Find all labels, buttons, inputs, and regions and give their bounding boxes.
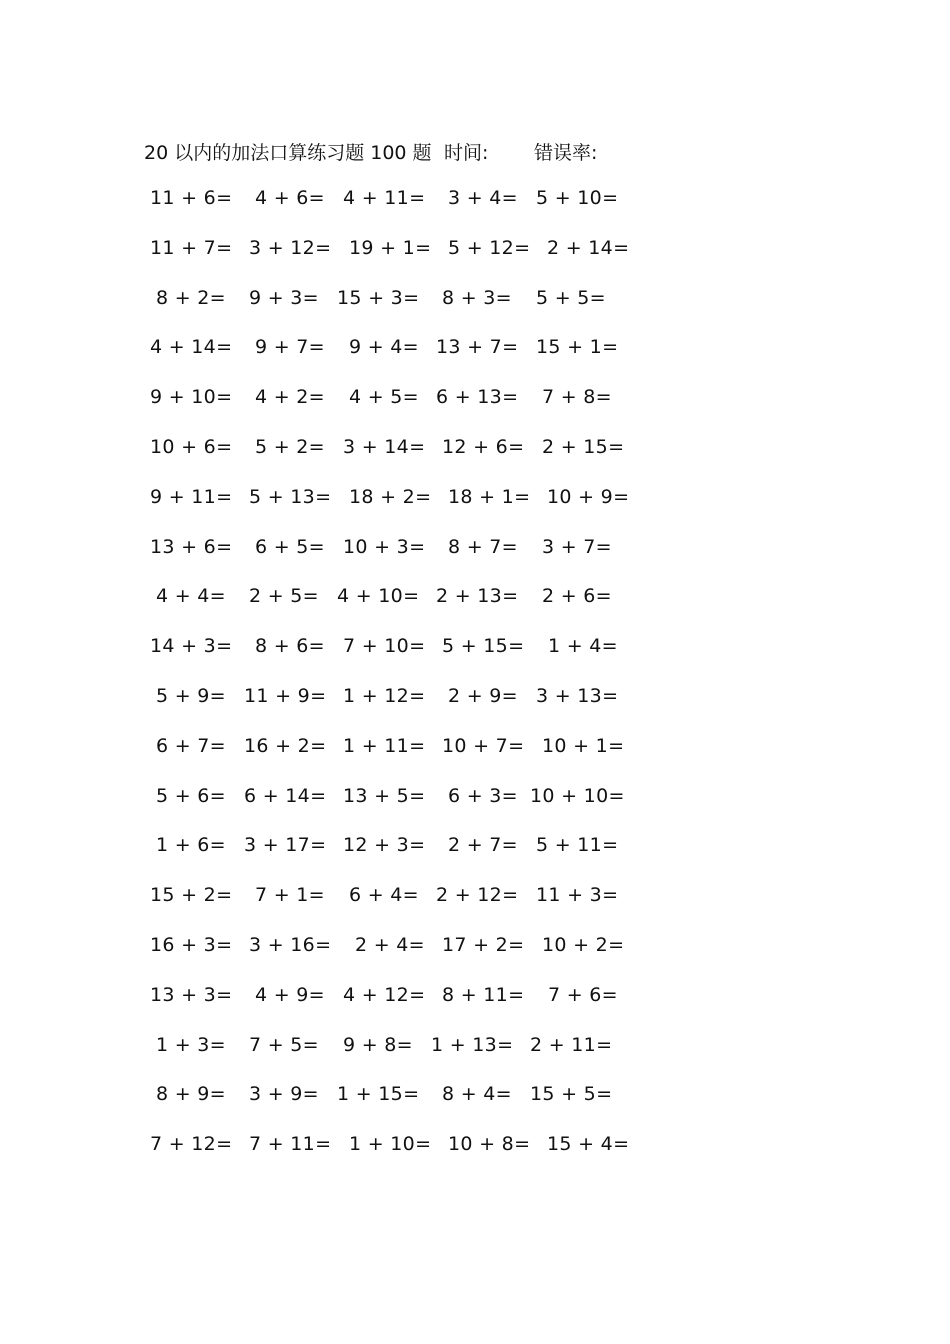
problem-cell: 8 + 6=: [255, 635, 325, 657]
problem-cell: 13 + 7=: [436, 336, 519, 358]
problem-cell: 10 + 6=: [150, 436, 233, 458]
problem-cell: 11 + 9=: [244, 685, 327, 707]
problem-cell: 5 + 5=: [536, 287, 606, 309]
problem-cell: 9 + 10=: [150, 386, 233, 408]
problem-cell: 8 + 2=: [156, 287, 226, 309]
worksheet-title: 20 以内的加法口算练习题 100 题: [144, 142, 432, 164]
problem-cell: 6 + 5=: [255, 536, 325, 558]
error-rate-label: 错误率:: [534, 142, 598, 164]
problem-cell: 2 + 11=: [530, 1034, 613, 1056]
problem-cell: 10 + 7=: [442, 735, 525, 757]
problem-cell: 9 + 11=: [150, 486, 233, 508]
problem-cell: 15 + 3=: [337, 287, 420, 309]
problem-cell: 15 + 2=: [150, 884, 233, 906]
problem-cell: 4 + 9=: [255, 984, 325, 1006]
problem-cell: 1 + 15=: [337, 1083, 420, 1105]
problem-cell: 3 + 7=: [542, 536, 612, 558]
problem-cell: 1 + 3=: [156, 1034, 226, 1056]
problem-cell: 3 + 17=: [244, 834, 327, 856]
problem-cell: 2 + 9=: [448, 685, 518, 707]
problem-cell: 12 + 3=: [343, 834, 426, 856]
problem-cell: 8 + 4=: [442, 1083, 512, 1105]
problem-cell: 1 + 4=: [548, 635, 618, 657]
problem-cell: 4 + 6=: [255, 187, 325, 209]
time-label: 时间:: [444, 142, 489, 164]
problem-cell: 13 + 6=: [150, 536, 233, 558]
problem-cell: 2 + 14=: [547, 237, 630, 259]
problem-cell: 11 + 6=: [150, 187, 233, 209]
problem-cell: 3 + 16=: [249, 934, 332, 956]
problem-cell: 6 + 4=: [349, 884, 419, 906]
problem-cell: 2 + 4=: [355, 934, 425, 956]
problem-cell: 2 + 5=: [249, 585, 319, 607]
problem-cell: 2 + 15=: [542, 436, 625, 458]
problem-cell: 18 + 1=: [448, 486, 531, 508]
problem-cell: 1 + 13=: [431, 1034, 514, 1056]
problem-cell: 5 + 9=: [156, 685, 226, 707]
problem-cell: 6 + 14=: [244, 785, 327, 807]
problem-cell: 6 + 7=: [156, 735, 226, 757]
problem-cell: 5 + 6=: [156, 785, 226, 807]
problem-cell: 4 + 5=: [349, 386, 419, 408]
problem-cell: 3 + 4=: [448, 187, 518, 209]
problem-cell: 9 + 3=: [249, 287, 319, 309]
problem-cell: 1 + 12=: [343, 685, 426, 707]
problem-cell: 5 + 15=: [442, 635, 525, 657]
problem-cell: 9 + 4=: [349, 336, 419, 358]
problem-cell: 2 + 7=: [448, 834, 518, 856]
problem-cell: 9 + 8=: [343, 1034, 413, 1056]
problem-cell: 1 + 11=: [343, 735, 426, 757]
problem-cell: 2 + 13=: [436, 585, 519, 607]
problem-cell: 3 + 9=: [249, 1083, 319, 1105]
problem-cell: 16 + 3=: [150, 934, 233, 956]
problem-cell: 15 + 5=: [530, 1083, 613, 1105]
problem-cell: 10 + 9=: [547, 486, 630, 508]
problem-cell: 1 + 6=: [156, 834, 226, 856]
problem-cell: 14 + 3=: [150, 635, 233, 657]
problem-cell: 6 + 3=: [448, 785, 518, 807]
problem-cell: 3 + 14=: [343, 436, 426, 458]
problem-cell: 1 + 10=: [349, 1133, 432, 1155]
problem-cell: 17 + 2=: [442, 934, 525, 956]
problem-cell: 7 + 10=: [343, 635, 426, 657]
problem-cell: 6 + 13=: [436, 386, 519, 408]
problem-cell: 5 + 11=: [536, 834, 619, 856]
problem-cell: 5 + 12=: [448, 237, 531, 259]
problem-cell: 10 + 1=: [542, 735, 625, 757]
problem-cell: 10 + 2=: [542, 934, 625, 956]
problem-cell: 2 + 6=: [542, 585, 612, 607]
problem-cell: 11 + 3=: [536, 884, 619, 906]
problem-cell: 3 + 13=: [536, 685, 619, 707]
problem-cell: 8 + 7=: [448, 536, 518, 558]
problem-cell: 11 + 7=: [150, 237, 233, 259]
problem-cell: 7 + 12=: [150, 1133, 233, 1155]
problem-cell: 15 + 1=: [536, 336, 619, 358]
problem-cell: 8 + 9=: [156, 1083, 226, 1105]
problem-cell: 15 + 4=: [547, 1133, 630, 1155]
problem-cell: 10 + 10=: [530, 785, 625, 807]
problem-cell: 13 + 3=: [150, 984, 233, 1006]
problem-cell: 8 + 3=: [442, 287, 512, 309]
problem-cell: 19 + 1=: [349, 237, 432, 259]
problem-cell: 4 + 10=: [337, 585, 420, 607]
problem-cell: 13 + 5=: [343, 785, 426, 807]
problem-cell: 7 + 5=: [249, 1034, 319, 1056]
problem-cell: 4 + 2=: [255, 386, 325, 408]
problem-cell: 16 + 2=: [244, 735, 327, 757]
problem-cell: 7 + 8=: [542, 386, 612, 408]
problem-cell: 4 + 4=: [156, 585, 226, 607]
problem-cell: 5 + 13=: [249, 486, 332, 508]
problem-cell: 7 + 1=: [255, 884, 325, 906]
problem-cell: 10 + 3=: [343, 536, 426, 558]
problem-cell: 4 + 12=: [343, 984, 426, 1006]
problem-cell: 10 + 8=: [448, 1133, 531, 1155]
problem-cell: 3 + 12=: [249, 237, 332, 259]
problem-cell: 4 + 11=: [343, 187, 426, 209]
problem-cell: 9 + 7=: [255, 336, 325, 358]
problem-cell: 5 + 2=: [255, 436, 325, 458]
problem-cell: 7 + 11=: [249, 1133, 332, 1155]
problem-cell: 7 + 6=: [548, 984, 618, 1006]
problem-cell: 8 + 11=: [442, 984, 525, 1006]
problem-cell: 2 + 12=: [436, 884, 519, 906]
problem-cell: 18 + 2=: [349, 486, 432, 508]
problem-cell: 12 + 6=: [442, 436, 525, 458]
problem-cell: 4 + 14=: [150, 336, 233, 358]
problem-cell: 5 + 10=: [536, 187, 619, 209]
